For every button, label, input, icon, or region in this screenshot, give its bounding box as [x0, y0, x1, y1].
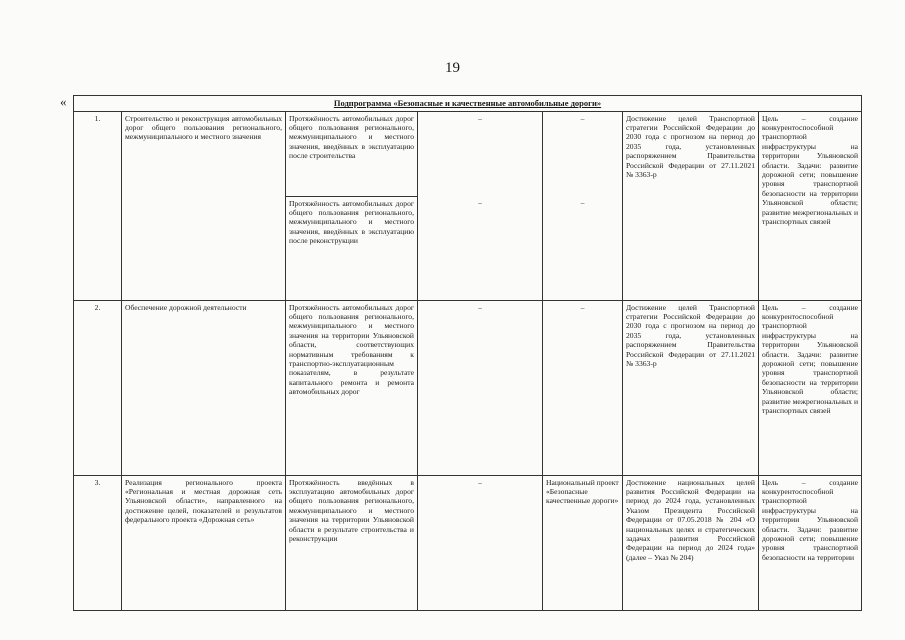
indicator-text: Протяжённость автомобильных дорог общего пользования регионального, межмуниципального и местного значения на территории Ульяновской области, соответствующих нормативным требованиям к транспортно-эксплуатационным показателям, в результате капитального ремонта и ремонта автомобильных дорог — [286, 300, 418, 475]
goal-and-tasks: Цель – создание конкурентоспособной транспортной инфраструктуры на территории Ульяновской области. Задачи: развитие дорожной сети; повышение уровня транспортной безопасности на территории — [759, 475, 862, 610]
page-number: 19 — [445, 60, 460, 76]
table-row — [74, 300, 862, 475]
indicator-text: Протяжённость введённых в эксплуатацию автомобильных дорог общего пользования регионального, межмуниципального и местного значения на территории Ульяновской области в результате строительства и реконструкции — [286, 475, 418, 610]
indicator-cell — [286, 111, 418, 300]
subprogram-table — [73, 95, 862, 611]
dash-cell — [543, 111, 623, 300]
strategic-goal: Достижение целей Транспортной стратегии Российской Федерации до 2030 года с прогнозом на период до 2035 года, установленных распоряжением Правительства Российской Федерации от 27.11.2021 № 3363-р — [623, 111, 759, 300]
table-row — [74, 475, 862, 610]
opening-quote-mark: « — [60, 94, 67, 109]
strategic-goal: Достижение национальных целей развития Российской Федерации на период до 2024 года, установленных Указом Президента Российской Федерации от 07.05.2018 № 204 «О национальных целях и стратегических задачах развития Российской Федерации на период до 2024 года» (далее – Указ № 204) — [623, 475, 759, 610]
dash-value: – — [543, 300, 623, 475]
national-project: Национальный проект «Безопасные качественные дороги» — [543, 475, 623, 610]
row-number: 1. — [74, 111, 122, 300]
row-number: 3. — [74, 475, 122, 610]
indicator-text: Протяжённость автомобильных дорог общего пользования регионального, межмуниципального и местного значения, введённых в эксплуатацию после реконструкции — [289, 198, 414, 246]
measure-name: Реализация регионального проекта «Региональная и местная дорожная сеть Ульяновской области», направленного на достижение целей, показателей и результатов федерального проекта «Дорожная сеть» — [122, 475, 286, 610]
row-number: 2. — [74, 300, 122, 475]
dash-value: – — [580, 197, 585, 207]
subprogram-header-row — [74, 96, 862, 112]
subprogram-title: Подпрограмма «Безопасные и качественные автомобильные дороги» — [74, 96, 862, 112]
dash-value: – — [478, 113, 482, 123]
goal-and-tasks: Цель – создание конкурентоспособной транспортной инфраструктуры на территории Ульяновской области. Задачи: развитие дорожной сети; повышение уровня транспортной безопасности на территории Ульяновской области; развитие межрегиональных и транспортных связей — [759, 111, 862, 300]
indicator-text: Протяжённость автомобильных дорог общего пользования регионального, межмуниципального и местного значения, введённых в эксплуатацию после строительства — [286, 112, 417, 197]
measure-name: Обеспечение дорожной деятельности — [122, 300, 286, 475]
dash-value: – — [580, 113, 585, 123]
measure-name: Строительство и реконструкция автомобильных дорог общего пользования регионального, межмуниципального и местного значения — [122, 111, 286, 300]
dash-value: – — [478, 197, 482, 207]
dash-value: – — [418, 475, 543, 610]
dash-cell — [418, 111, 543, 300]
strategic-goal: Достижение целей Транспортной стратегии Российской Федерации до 2030 года с прогнозом на период до 2035 года, установленных распоряжением Правительства Российской Федерации от 27.11.2021 № 3363-р — [623, 300, 759, 475]
dash-value: – — [418, 300, 543, 475]
table-row — [74, 111, 862, 300]
goal-and-tasks: Цель – создание конкурентоспособной транспортной инфраструктуры на территории Ульяновской области. Задачи: развитие дорожной сети; повышение уровня транспортной безопасности на территории Ульяновской области; развитие межрегиональных и транспортных связей — [759, 300, 862, 475]
